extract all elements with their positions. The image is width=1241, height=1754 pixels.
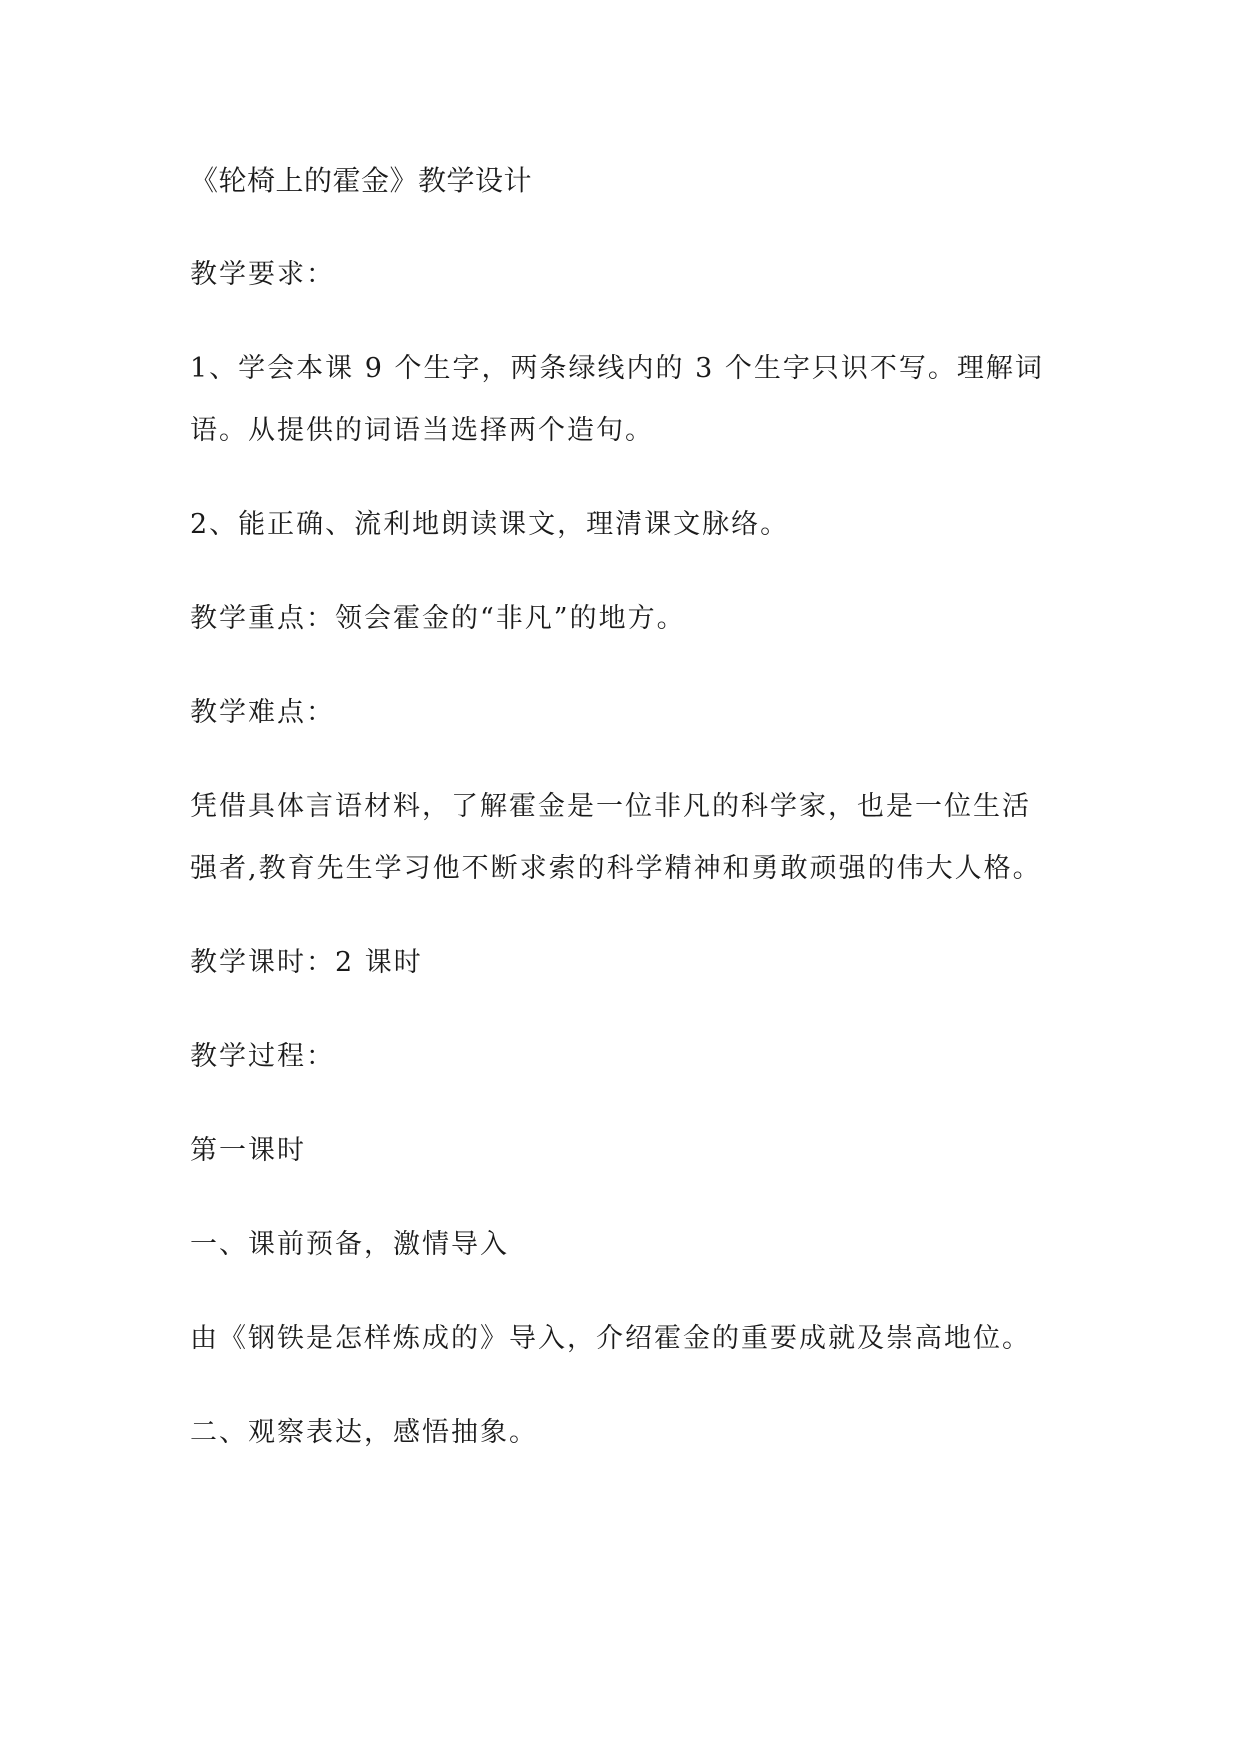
step-1-heading: 一、课前预备，激情导入 — [190, 1229, 509, 1260]
requirements-heading: 教学要求： — [190, 259, 335, 290]
step-1-text: 由《钢铁是怎样炼成的》导入，介绍霍金的重要成就及崇高地位。 — [190, 1323, 1031, 1354]
process-heading: 教学过程： — [190, 1041, 335, 1072]
document-title: 《轮椅上的霍金》教学设计 — [190, 164, 533, 197]
requirement-1-line-2: 语。从提供的词语当选择两个造句。 — [190, 415, 654, 446]
requirement-2: 2、能正确、流利地朗读课文，理清课文脉络。 — [190, 509, 790, 540]
key-point: 教学重点：领会霍金的“非凡”的地方。 — [190, 603, 686, 634]
step-2-heading: 二、观察表达，感悟抽象。 — [190, 1417, 538, 1448]
difficulty-line-2: 强者,教育先生学习他不断求索的科学精神和勇敢顽强的伟大人格。 — [190, 853, 1042, 884]
class-hours: 教学课时：2 课时 — [190, 947, 423, 978]
difficulty-line-1: 凭借具体言语材料，了解霍金是一位非凡的科学家，也是一位生活 — [190, 791, 1031, 822]
difficulty-heading: 教学难点： — [190, 697, 335, 728]
requirement-1-line-1: 1、学会本课 9 个生字，两条绿线内的 3 个生字只识不写。理解词 — [190, 353, 1044, 384]
lesson-one-heading: 第一课时 — [190, 1135, 306, 1166]
